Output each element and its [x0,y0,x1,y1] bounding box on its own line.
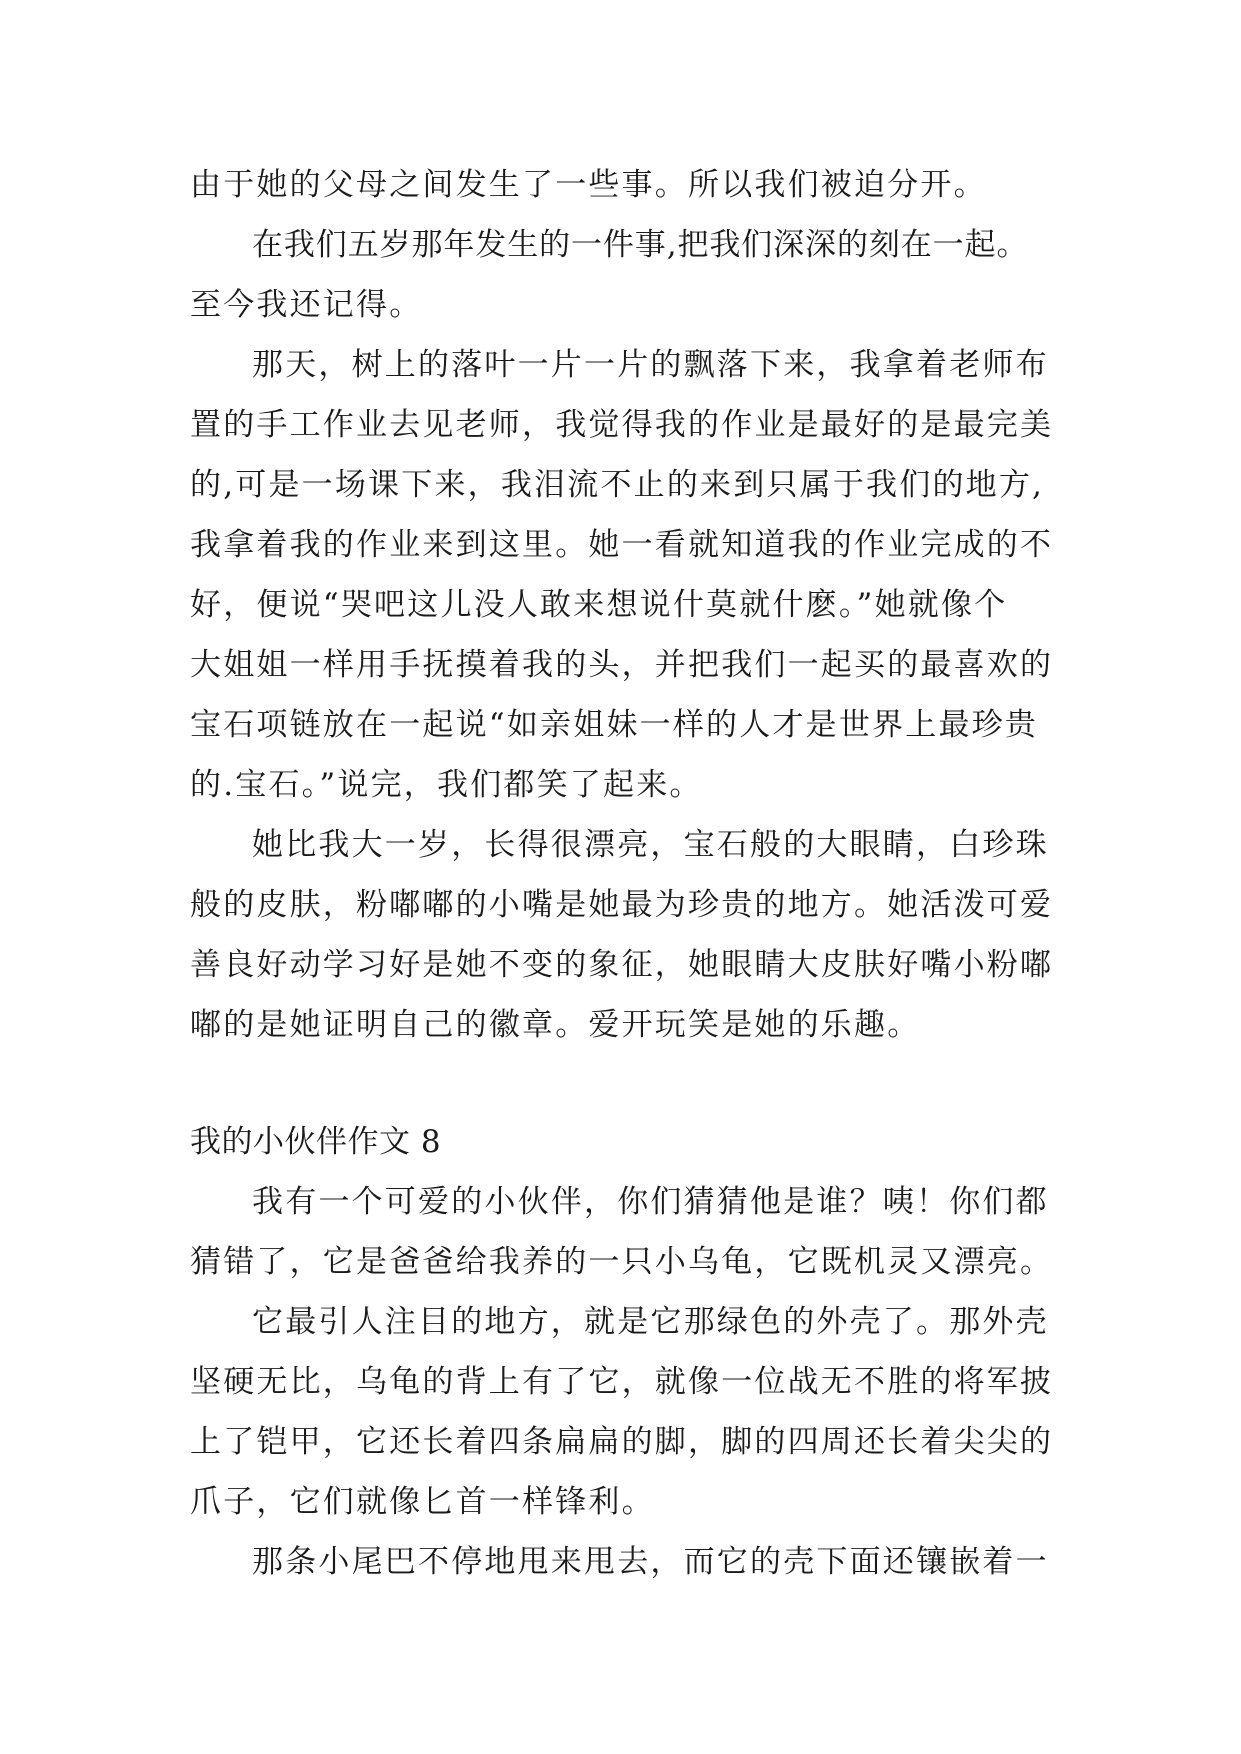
section-heading: 我的小伙伴作文 8 [190,1124,442,1160]
paragraph-line: 置的手工作业去见老师，我觉得我的作业是最好的是最完美 [190,407,1054,443]
paragraph-line: 的,可是一场课下来，我泪流不止的来到只属于我们的地方, [190,467,1045,503]
paragraph-line: 爪子，它们就像匕首一样锋利。 [190,1484,655,1520]
paragraph-line: 我拿着我的作业来到这里。她一看就知道我的作业完成的不 [190,527,1054,563]
paragraph-line: 宝石项链放在一起说“如亲姐妹一样的人才是世界上最珍贵 [190,707,1039,743]
paragraph-line: 坚硬无比，乌龟的背上有了它，就像一位战无不胜的将军披 [190,1364,1054,1400]
paragraph-line: 的.宝石。”说完，我们都笑了起来。 [190,767,703,803]
paragraph-line: 那条小尾巴不停地甩来甩去，而它的壳下面还镶嵌着一 [252,1544,1049,1580]
paragraph-line: 般的皮肤，粉嘟嘟的小嘴是她最为珍贵的地方。她活泼可爱 [190,887,1054,923]
paragraph-line: 上了铠甲，它还长着四条扁扁的脚，脚的四周还长着尖尖的 [190,1424,1054,1460]
paragraph-line: 在我们五岁那年发生的一件事,把我们深深的刻在一起。 [252,227,1029,263]
paragraph-line: 好，便说“哭吧这儿没人敢来想说什莫就什麽。”她就像个 [190,587,1008,623]
paragraph-line: 至今我还记得。 [190,287,423,323]
paragraph-line: 善良好动学习好是她不变的象征，她眼睛大皮肤好嘴小粉嘟 [190,947,1054,983]
paragraph-line: 那天，树上的落叶一片一片的飘落下来，我拿着老师布 [252,347,1049,383]
paragraph-line: 由于她的父母之间发生了一些事。所以我们被迫分开。 [190,167,987,203]
paragraph-line: 嘟的是她证明自己的徽章。爱开玩笑是她的乐趣。 [190,1007,921,1043]
paragraph-line: 她比我大一岁，长得很漂亮，宝石般的大眼睛，白珍珠 [252,827,1049,863]
paragraph-line: 我有一个可爱的小伙伴，你们猜猜他是谁？咦！你们都 [252,1184,1049,1220]
paragraph-line: 猜错了，它是爸爸给我养的一只小乌龟，它既机灵又漂亮。 [190,1244,1054,1280]
paragraph-line: 大姐姐一样用手抚摸着我的头，并把我们一起买的最喜欢的 [190,647,1054,683]
paragraph-line: 它最引人注目的地方，就是它那绿色的外壳了。那外壳 [252,1304,1049,1340]
